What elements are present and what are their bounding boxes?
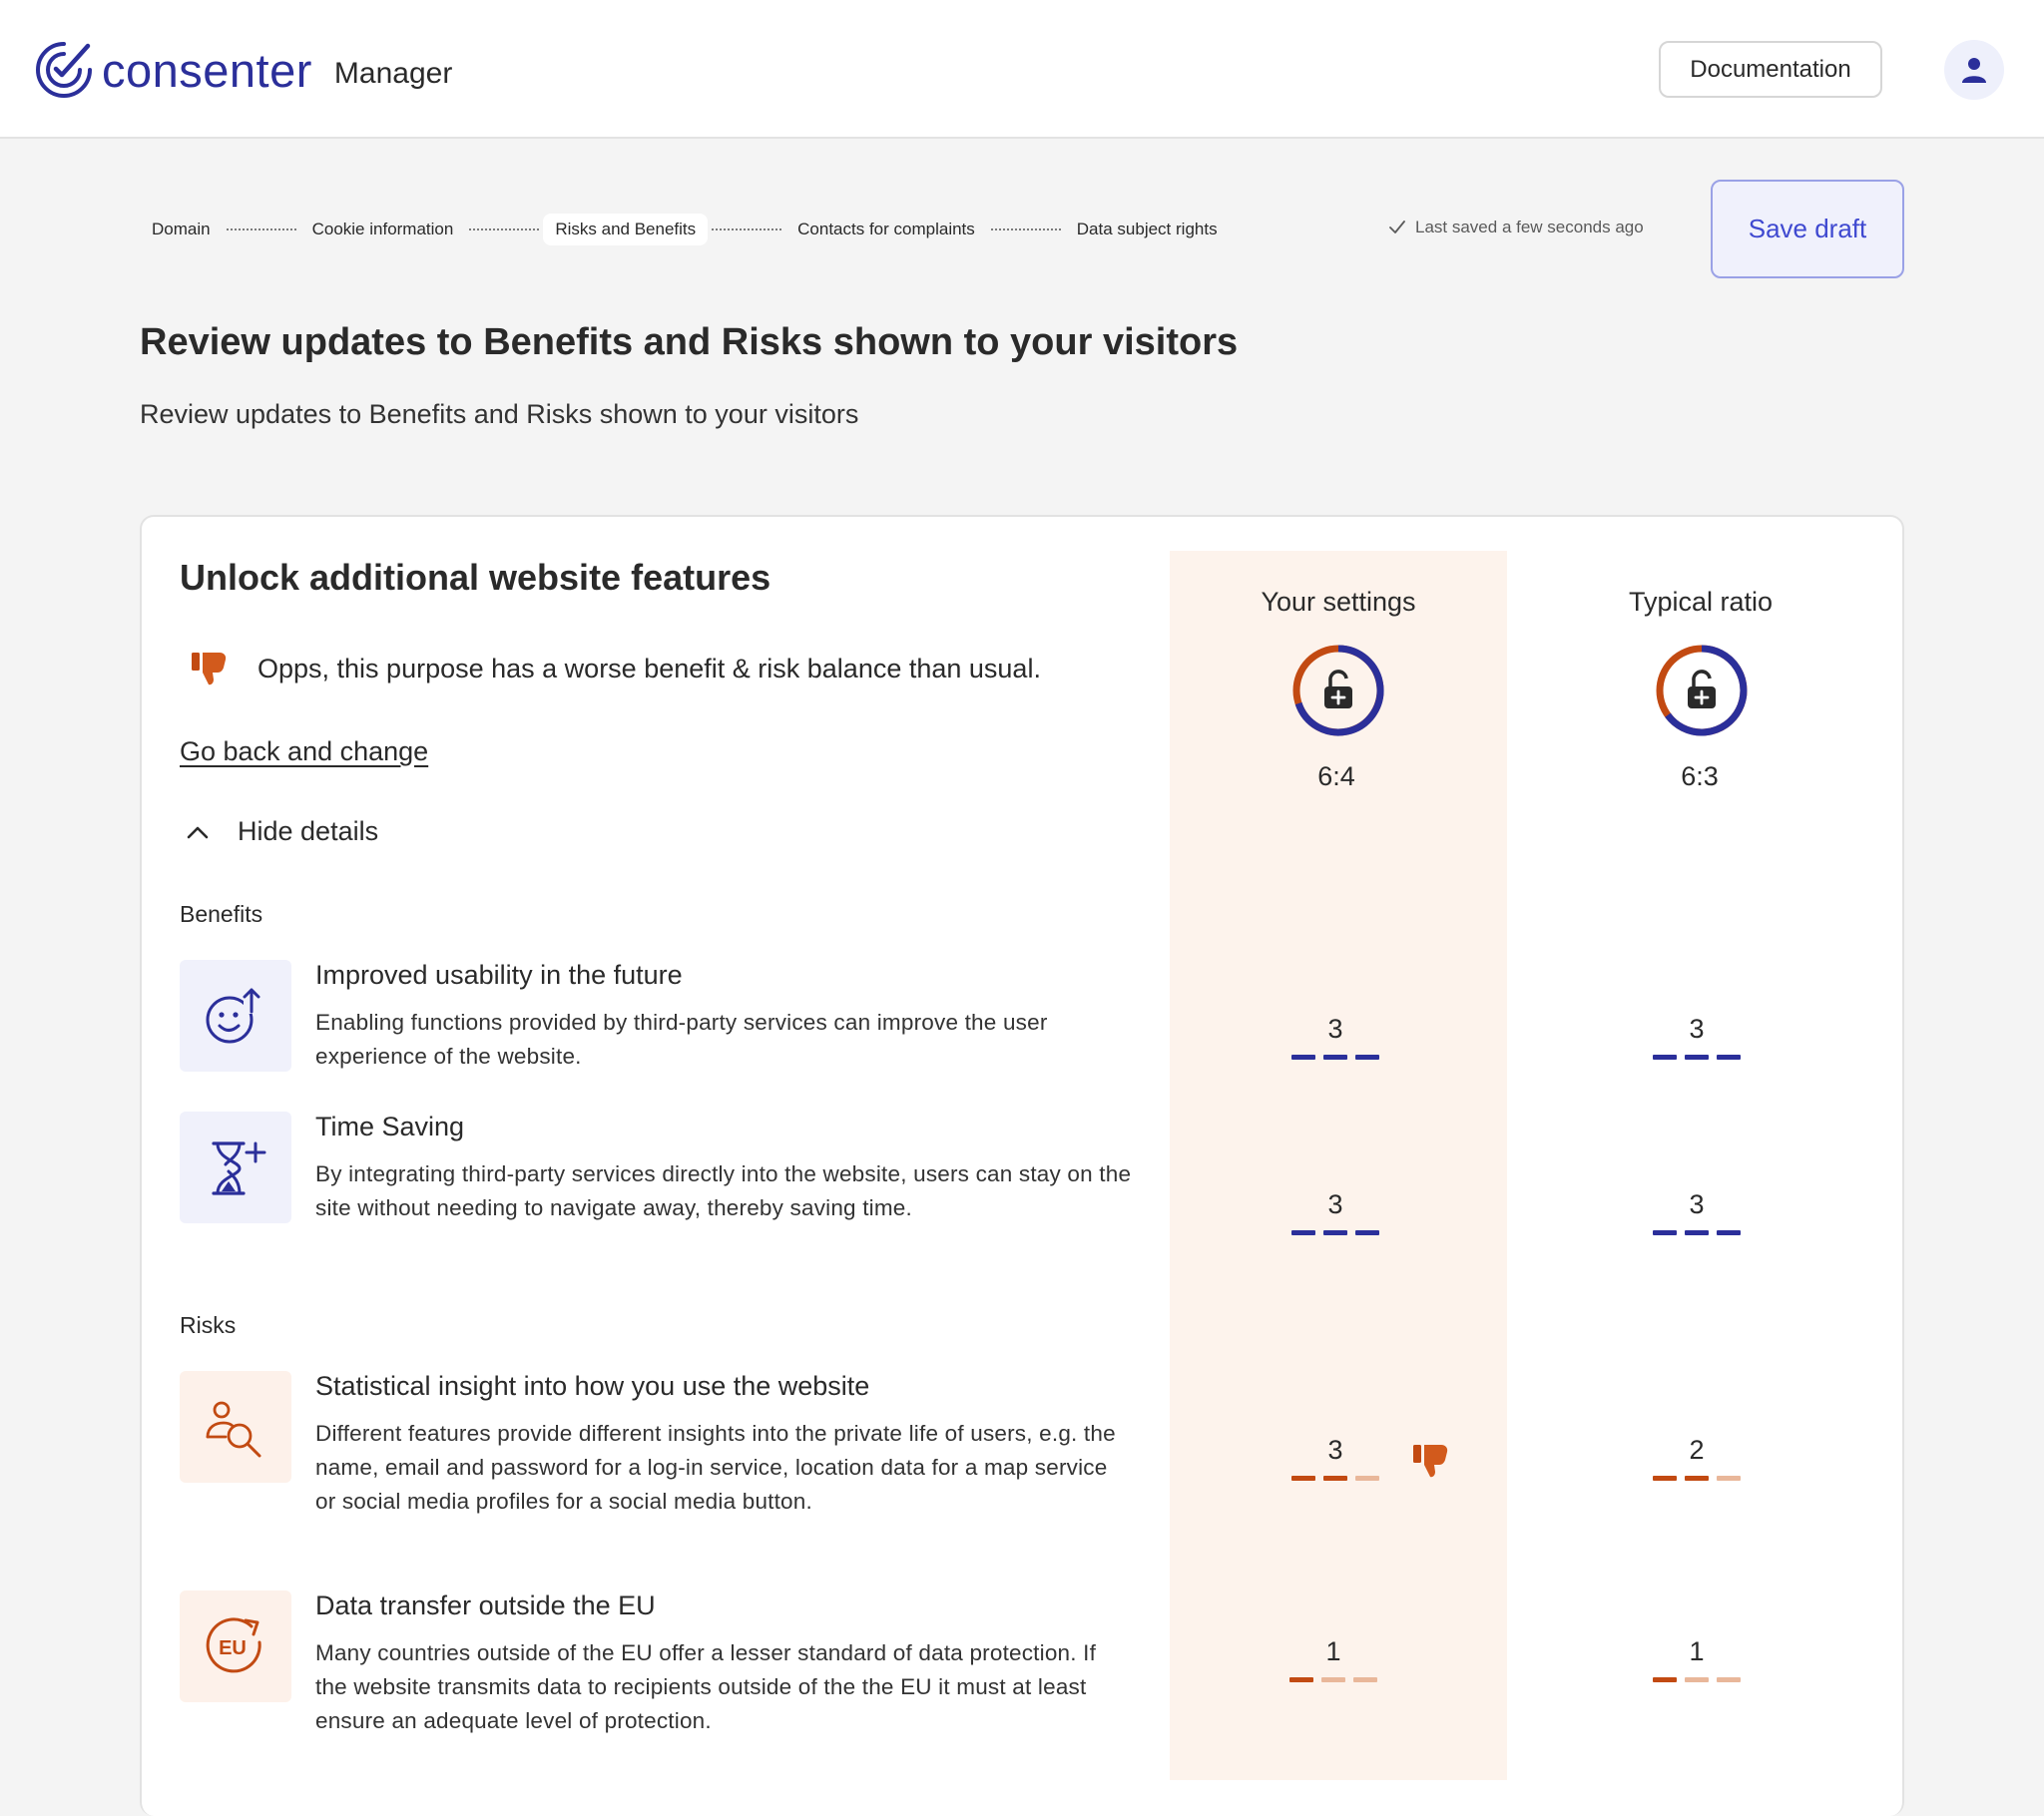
step-risks-and-benefits[interactable]: Risks and Benefits — [543, 214, 708, 245]
score-bars — [1647, 1055, 1747, 1060]
unlock-plus-icon — [1324, 672, 1352, 708]
save-status-text: Last saved a few seconds ago — [1415, 218, 1644, 236]
score-bars — [1285, 1055, 1385, 1060]
your-score-usability — [1285, 1014, 1385, 1060]
hide-details-label: Hide details — [238, 816, 379, 846]
risk-item — [180, 1590, 1158, 1760]
your-score-statistical-insight — [1285, 1435, 1385, 1481]
step-connector — [712, 228, 781, 230]
step-domain[interactable]: Domain — [152, 220, 211, 238]
go-back-link[interactable]: Go back and change — [180, 736, 429, 766]
person-search-icon — [180, 1371, 291, 1483]
your-settings-header: Your settings — [1261, 587, 1416, 617]
benefit-title: Improved usability in the future — [315, 960, 683, 990]
score-value: 1 — [1325, 1636, 1341, 1666]
risk-description: Different features provide different insights into the private life of users, e.g. the name, email and password for a log-in service, location data for a map service or social media profiles for a social media button. — [315, 1421, 1116, 1514]
typical-score-usability — [1647, 1014, 1747, 1060]
step-data-subject-rights[interactable]: Data subject rights — [1076, 220, 1218, 238]
hide-details-toggle[interactable] — [184, 816, 378, 847]
checkmark-icon — [1387, 218, 1407, 237]
step-connector — [991, 228, 1061, 230]
score-value: 3 — [1689, 1014, 1705, 1044]
brand-logo[interactable] — [30, 36, 452, 104]
your-ratio-value: 6:4 — [1317, 761, 1355, 791]
save-draft-button[interactable]: Save draft — [1711, 180, 1904, 278]
smiley-up-icon — [180, 960, 291, 1072]
product-name: Manager — [333, 57, 453, 90]
score-value: 3 — [1327, 1189, 1343, 1219]
risks-label: Risks — [180, 1312, 237, 1338]
user-icon — [1959, 55, 1989, 85]
documentation-button[interactable]: Documentation — [1659, 41, 1882, 98]
thumbs-down-icon — [1411, 1441, 1451, 1481]
benefits-label: Benefits — [180, 901, 263, 927]
typical-ratio-header: Typical ratio — [1628, 587, 1774, 617]
benefit-item — [180, 1112, 1158, 1271]
benefit-description: By integrating third-party services directly into the website, users can stay on the site without needing to navigate away, thereby saving time. — [315, 1161, 1132, 1220]
page-subtitle: Review updates to Benefits and Risks shown to your visitors — [140, 399, 859, 429]
save-status — [1387, 218, 1644, 237]
risk-description: Many countries outside of the EU offer a lesser standard of data protection. If the website transmits data to recipients outside of the the EU it must at least ensure an adequate level of protection. — [315, 1640, 1097, 1733]
top-header — [0, 0, 2044, 139]
score-bars — [1647, 1677, 1747, 1682]
risk-title: Statistical insight into how you use the website — [315, 1371, 870, 1401]
score-value: 2 — [1689, 1435, 1705, 1465]
score-value: 3 — [1327, 1435, 1343, 1465]
step-connector — [227, 228, 296, 230]
balance-warning — [190, 649, 1041, 688]
user-avatar[interactable] — [1944, 40, 2004, 100]
typical-score-time-saving — [1647, 1189, 1747, 1235]
score-bars — [1647, 1476, 1747, 1481]
typical-ratio-value: 6:3 — [1681, 761, 1719, 791]
score-bars — [1647, 1230, 1747, 1235]
brand-name: consenter — [102, 43, 312, 97]
hourglass-plus-icon — [180, 1112, 291, 1223]
warning-text: Opps, this purpose has a worse benefit & risk balance than usual. — [257, 653, 1041, 683]
purpose-card — [140, 515, 1904, 1816]
score-value: 3 — [1689, 1189, 1705, 1219]
thumbs-down-icon — [190, 649, 230, 688]
score-value: 3 — [1327, 1014, 1343, 1044]
your-score-time-saving — [1285, 1189, 1385, 1235]
consenter-logo-icon — [30, 36, 98, 104]
score-value: 1 — [1689, 1636, 1705, 1666]
step-connector — [469, 228, 539, 230]
unlock-plus-icon — [1688, 672, 1716, 708]
typical-ratio-ring — [1654, 643, 1750, 738]
purpose-title: Unlock additional website features — [180, 557, 771, 598]
risk-title: Data transfer outside the EU — [315, 1590, 656, 1620]
progress-stepper — [140, 212, 1230, 247]
chevron-up-icon — [184, 818, 212, 846]
benefit-title: Time Saving — [315, 1112, 465, 1141]
page-title: Review updates to Benefits and Risks shown to your visitors — [140, 321, 1239, 363]
step-cookie-information[interactable]: Cookie information — [311, 220, 454, 238]
eu-transfer-icon — [180, 1590, 291, 1702]
typical-score-data-transfer — [1647, 1636, 1747, 1682]
risk-item — [180, 1371, 1158, 1561]
svg-text:EU: EU — [219, 1637, 247, 1659]
score-bars — [1285, 1230, 1385, 1235]
benefit-description: Enabling functions provided by third-party services can improve the user experience of the website. — [315, 1010, 1048, 1069]
benefit-item — [180, 960, 1158, 1080]
score-bars — [1285, 1476, 1385, 1481]
score-bars — [1283, 1677, 1383, 1682]
step-contacts-for-complaints[interactable]: Contacts for complaints — [797, 220, 975, 238]
your-ratio-ring — [1290, 643, 1386, 738]
your-score-data-transfer — [1283, 1636, 1383, 1682]
typical-score-statistical-insight — [1647, 1435, 1747, 1481]
